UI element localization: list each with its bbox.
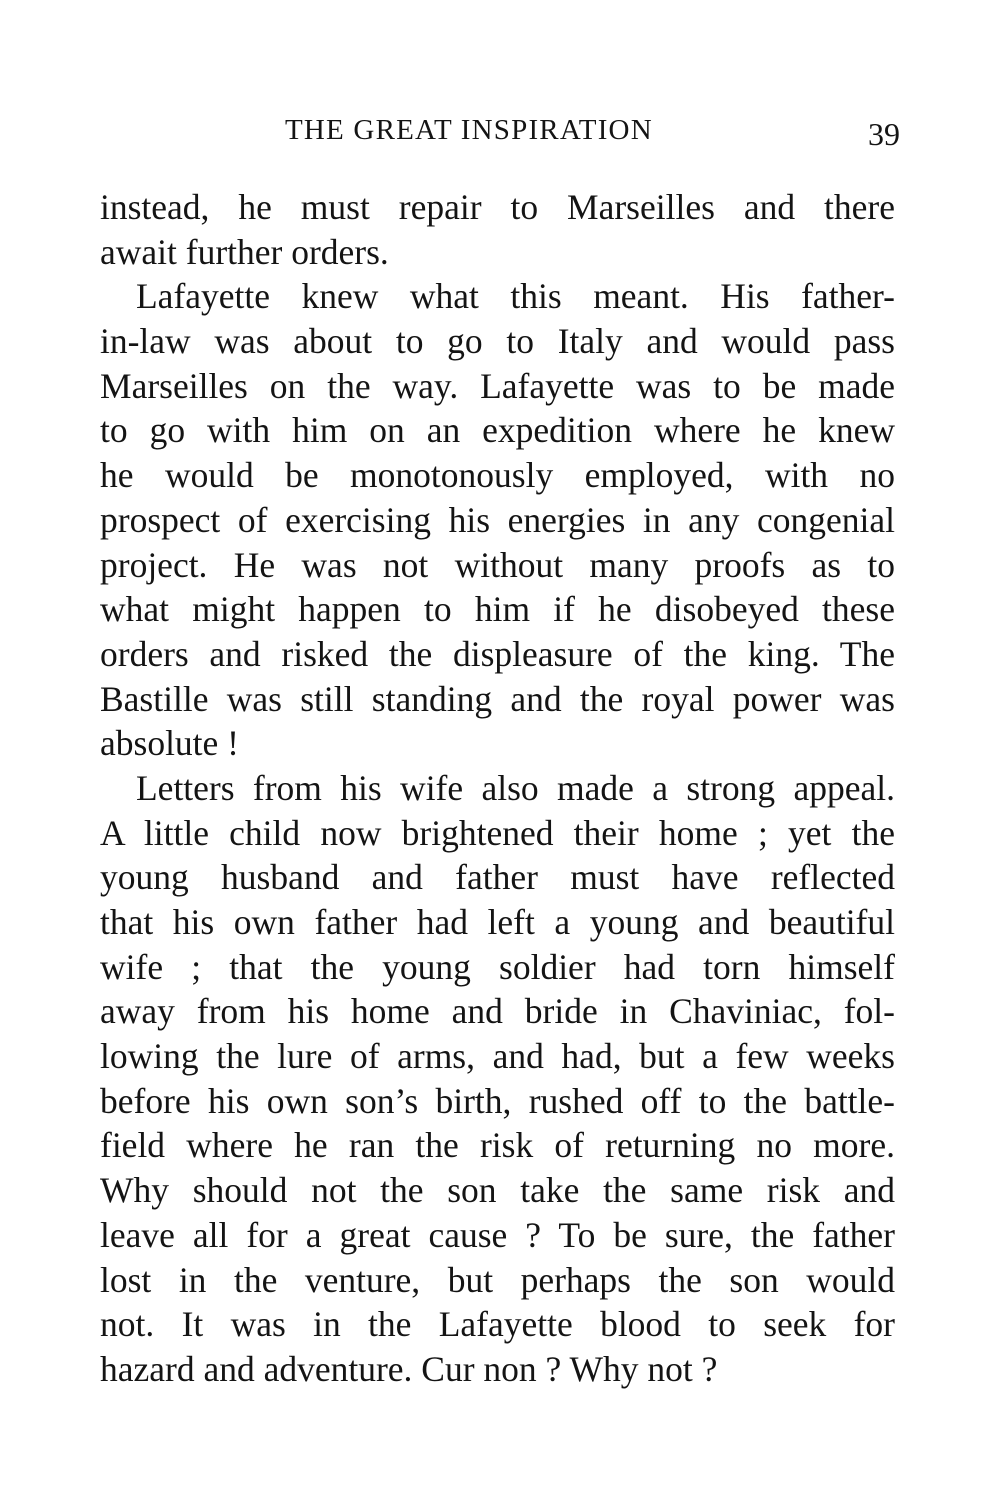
- text-line: lowing the lure of arms, and had, but a few weeks: [100, 1036, 895, 1077]
- text-line: lost in the venture, but perhaps the son would: [100, 1259, 895, 1300]
- paragraph: [100, 185, 895, 274]
- page-number: 39: [868, 116, 900, 152]
- text-line: orders and risked the displeasure of the king. The: [100, 633, 895, 674]
- text-line: instead, he must repair to Marseilles and there: [100, 187, 895, 227]
- text-line: that his own father had left a young and beautiful: [100, 902, 895, 942]
- text-line: A little child now brightened their home ; yet the: [100, 812, 895, 853]
- text-line: field where he ran the risk of returning no more.: [100, 1125, 895, 1166]
- paragraph: [100, 274, 895, 766]
- text-line: away from his home and bride in Chaviniac, fol-: [100, 991, 895, 1032]
- text-line: Letters from his wife also made a strong appeal.: [136, 767, 895, 808]
- text-line: he would be monotonously employed, with no: [100, 455, 895, 496]
- text-line: young husband and father must have reflected: [100, 857, 895, 898]
- text-line: Bastille was still standing and the royal power was: [100, 678, 895, 719]
- text-line: await further orders.: [100, 231, 389, 272]
- text-line: prospect of exercising his energies in any congenial: [100, 499, 895, 540]
- text-line: not. It was in the Lafayette blood to seek for: [100, 1304, 895, 1345]
- text-line: absolute !: [100, 723, 240, 764]
- body-text: [100, 185, 895, 1392]
- text-line: what might happen to him if he disobeyed these: [100, 589, 895, 630]
- text-line: before his own son’s birth, rushed off to the battle-: [100, 1080, 895, 1121]
- text-line: to go with him on an expedition where he knew: [100, 410, 895, 451]
- text-line: leave all for a great cause ? To be sure, the father: [100, 1214, 895, 1255]
- paragraph: [100, 766, 895, 1392]
- text-line: hazard and adventure. Cur non ? Why not ?: [100, 1348, 718, 1389]
- text-line: Marseilles on the way. Lafayette was to be made: [100, 365, 895, 406]
- running-head-title: THE GREAT INSPIRATION: [285, 114, 653, 146]
- text-line: Lafayette knew what this meant. His father-: [136, 276, 895, 317]
- text-line: Why should not the son take the same risk and: [100, 1170, 895, 1211]
- text-line: in-law was about to go to Italy and would pass: [100, 321, 895, 362]
- running-head: [100, 108, 900, 152]
- text-line: project. He was not without many proofs as to: [100, 544, 895, 585]
- text-line: wife ; that the young soldier had torn himself: [100, 946, 895, 987]
